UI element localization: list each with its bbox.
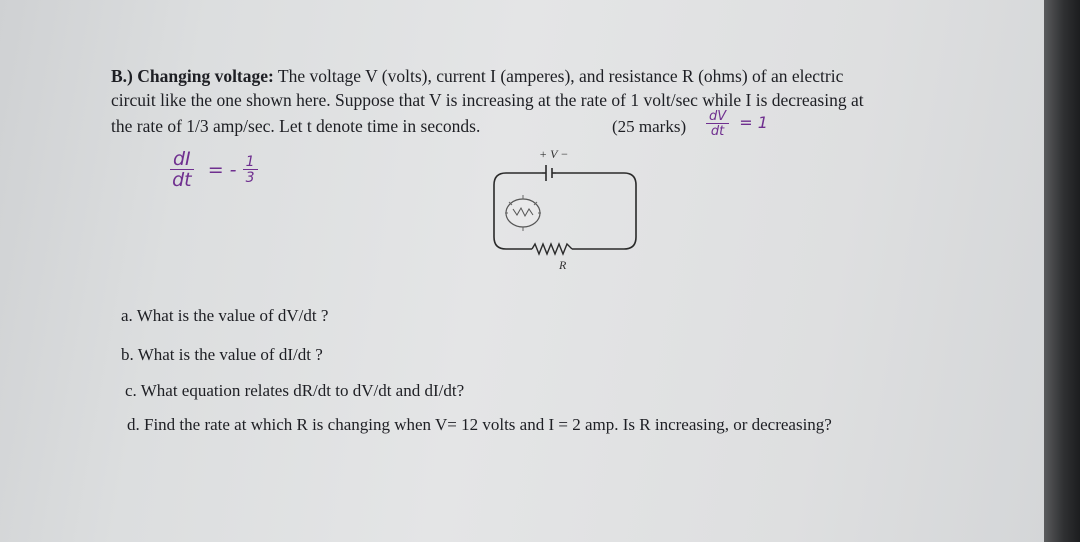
marks-label: (25 marks)	[612, 117, 687, 136]
voltage-label: + V −	[539, 147, 569, 161]
dv-denominator: dt	[710, 124, 725, 139]
di-dt-value-fraction	[243, 155, 258, 185]
handwritten-dv-dt	[706, 110, 768, 138]
problem-line-2: circuit like the one shown here. Suppose that V is increasing at the rate of 1 volt/sec while I is decreasing at	[111, 90, 864, 110]
problem-line-3: the rate of 1/3 amp/sec. Let t denote time in seconds.	[111, 116, 481, 136]
question-b: b. What is the value of dI/dt ?	[121, 345, 323, 364]
di-value-numerator: 1	[243, 155, 258, 170]
circuit-diagram	[476, 145, 646, 290]
di-dt-fraction	[170, 150, 194, 190]
question-d: d. Find the rate at which R is changing when V= 12 volts and I = 2 amp. Is R increasing, or decreasing?	[127, 415, 832, 434]
resistor-symbol	[532, 244, 572, 254]
di-numerator: dI	[170, 150, 194, 170]
problem-line-1	[111, 66, 843, 86]
question-c: c. What equation relates dR/dt to dV/dt and dI/dt?	[125, 381, 465, 400]
handwritten-di-dt	[170, 150, 258, 190]
dark-edge-shadow	[1044, 0, 1080, 542]
resistance-label: R	[559, 258, 567, 272]
question-a: a. What is the value of dV/dt ?	[121, 306, 329, 325]
problem-line-1-text: The voltage V (volts), current I (amperes), and resistance R (ohms) of an electric	[273, 66, 844, 86]
di-dt-equals: = -	[207, 158, 237, 181]
di-value-denominator: 3	[245, 170, 255, 186]
dv-dt-fraction	[706, 110, 729, 138]
dv-numerator: dV	[706, 110, 729, 124]
problem-heading: B.) Changing voltage:	[111, 66, 274, 86]
di-denominator: dt	[172, 169, 192, 191]
dv-dt-value: = 1	[739, 112, 768, 132]
bulb-icon	[505, 195, 541, 231]
